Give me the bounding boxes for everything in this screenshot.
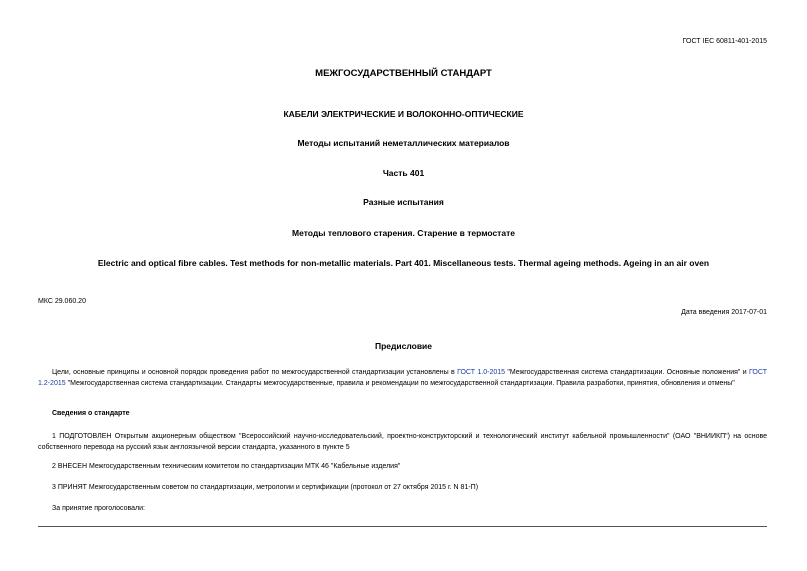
gost-1-2-2015-link[interactable]: ГОСТ 1.2-2015: [38, 369, 767, 387]
foreword-text-part2: "Межгосударственная система стандартизации. Основные положения" и: [505, 369, 750, 376]
introduction-date: Дата введения 2017-07-01: [681, 309, 767, 316]
standard-info-heading: Сведения о стандарте: [52, 410, 130, 417]
foreword-text-part3: "Межгосударственная система стандартизации. Стандарты межгосударственные, правила и рекомендации по межгосударственной стандартизации. Правила разработки, принятия, обновления и отмены": [65, 380, 735, 387]
item-2-submitted: 2 ВНЕСЕН Межгосударственным техническим комитетом по стандартизации МТК 46 "Кабельные изделия": [52, 463, 401, 470]
document-code: ГОСТ IEC 60811-401-2015: [682, 38, 767, 45]
voted-for-adoption: За принятие проголосовали:: [52, 505, 145, 512]
misc-tests-title: Разные испытания: [363, 197, 444, 207]
item-1-text: 1 ПОДГОТОВЛЕН Открытым акционерным обществом "Всероссийский научно-исследовательский, проектно-конструкторский и технологический институт кабельной промышленности" (ОАО "ВНИИКП") на основе собственного перевода на русский язык англоязычной версии стандарта, указанного в пункте 5: [38, 433, 767, 451]
foreword-heading: Предисловие: [374, 341, 433, 351]
gost-1-0-2015-link[interactable]: ГОСТ 1.0-2015: [457, 369, 506, 376]
subject-title: КАБЕЛИ ЭЛЕКТРИЧЕСКИЕ И ВОЛОКОННО-ОПТИЧЕСКИЕ: [283, 109, 524, 119]
item-3-adopted: 3 ПРИНЯТ Межгосударственным советом по стандартизации, метрологии и сертификации (протокол от 27 октября 2015 г. N 81-П): [52, 484, 479, 491]
english-title: Electric and optical fibre cables. Test methods for non-metallic materials. Part 401. Miscellaneous tests. Thermal ageing methods. Ageing in an air oven: [97, 258, 710, 268]
thermal-ageing-title: Методы теплового старения. Старение в термостате: [292, 228, 515, 238]
bottom-divider: [38, 526, 767, 527]
part-title: Часть 401: [382, 168, 425, 178]
methods-title: Методы испытаний неметаллических материалов: [297, 138, 510, 148]
mks-code: МКС 29.060.20: [38, 298, 86, 305]
foreword-paragraph: [38, 367, 767, 389]
item-1-prepared: [38, 431, 767, 453]
standard-type-title: МЕЖГОСУДАРСТВЕННЫЙ СТАНДАРТ: [315, 68, 492, 79]
foreword-text-part1: Цели, основные принципы и основной порядок проведения работ по межгосударственной стандартизации установлены в: [52, 369, 458, 376]
